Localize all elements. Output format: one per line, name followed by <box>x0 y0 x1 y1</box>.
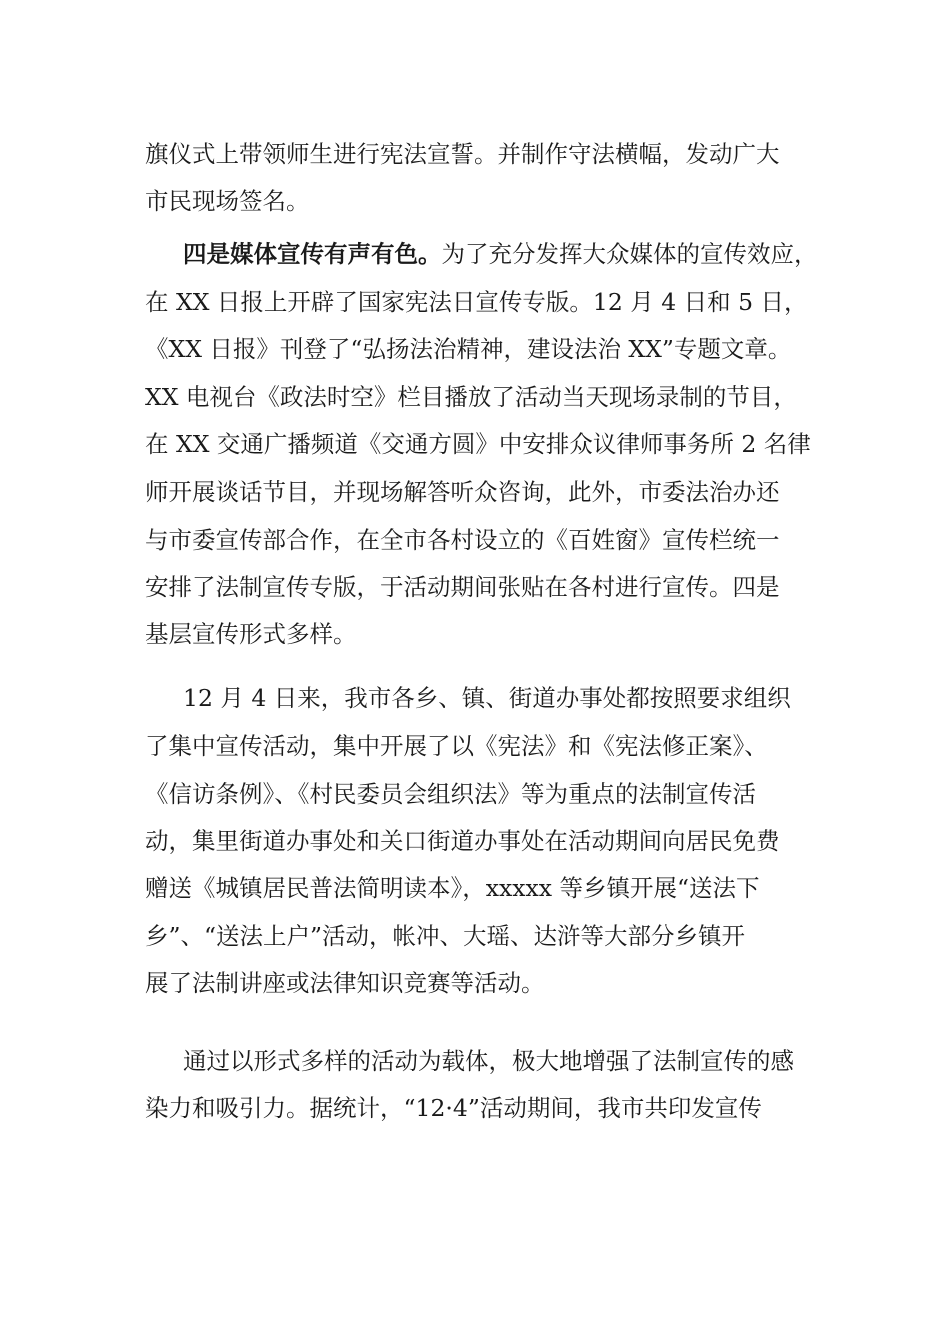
paragraph-3-line-6: 乡”、“送法上户”活动，帐冲、大瑶、达浒等大部分乡镇开 <box>145 922 746 950</box>
paragraph-3-line-5: 赠送《城镇居民普法简明读本》，xxxxx 等乡镇开展“送法下 <box>145 874 760 902</box>
paragraph-2-line-7: 与市委宣传部合作，在全市各村设立的《百姓窗》宣传栏统一 <box>145 526 780 554</box>
paragraph-2-line-3: 《XX 日报》刊登了“弘扬法治精神，建设法治 XX”专题文章。 <box>145 335 792 363</box>
paragraph-4-line-1: 通过以形式多样的活动为载体，极大地增强了法制宣传的感 <box>183 1047 794 1075</box>
paragraph-1-line-1: 旗仪式上带领师生进行宪法宣誓。并制作守法横幅，发动广大 <box>145 140 780 168</box>
paragraph-2-lead-heading: 四是媒体宣传有声有色。 <box>183 240 442 268</box>
paragraph-2-line-2: 在 XX 日报上开辟了国家宪法日宣传专版。12 月 4 日和 5 日， <box>145 288 808 316</box>
paragraph-3-line-2: 了集中宣传活动，集中开展了以《宪法》和《宪法修正案》、 <box>145 732 768 760</box>
paragraph-2-line-8: 安排了法制宣传专版，于活动期间张贴在各村进行宣传。四是 <box>145 573 780 601</box>
paragraph-4-line-2: 染力和吸引力。据统计，“12·4”活动期间，我市共印发宣传 <box>145 1094 762 1122</box>
paragraph-3-line-7: 展了法制讲座或法律知识竞赛等活动。 <box>145 969 545 997</box>
paragraph-3-line-4: 动，集里街道办事处和关口街道办事处在活动期间向居民免费 <box>145 827 780 855</box>
paragraph-2-line-1-text: 为了充分发挥大众媒体的宣传效应， <box>441 240 818 268</box>
paragraph-3-line-3: 《信访条例》、《村民委员会组织法》等为重点的法制宣传活 <box>145 780 756 808</box>
paragraph-1-line-2: 市民现场签名。 <box>145 187 310 215</box>
paragraph-2-line-4: XX 电视台《政法时空》栏目播放了活动当天现场录制的节目， <box>145 383 797 411</box>
paragraph-2-line-6: 师开展谈话节目，并现场解答听众咨询，此外，市委法治办还 <box>145 478 780 506</box>
paragraph-2-line-1 <box>183 234 818 274</box>
paragraph-3-line-1: 12 月 4 日来，我市各乡、镇、街道办事处都按照要求组织 <box>183 684 791 712</box>
paragraph-2-line-5: 在 XX 交通广播频道《交通方圆》中安排众议律师事务所 2 名律 <box>145 430 811 458</box>
paragraph-2-line-9: 基层宣传形式多样。 <box>145 620 357 648</box>
